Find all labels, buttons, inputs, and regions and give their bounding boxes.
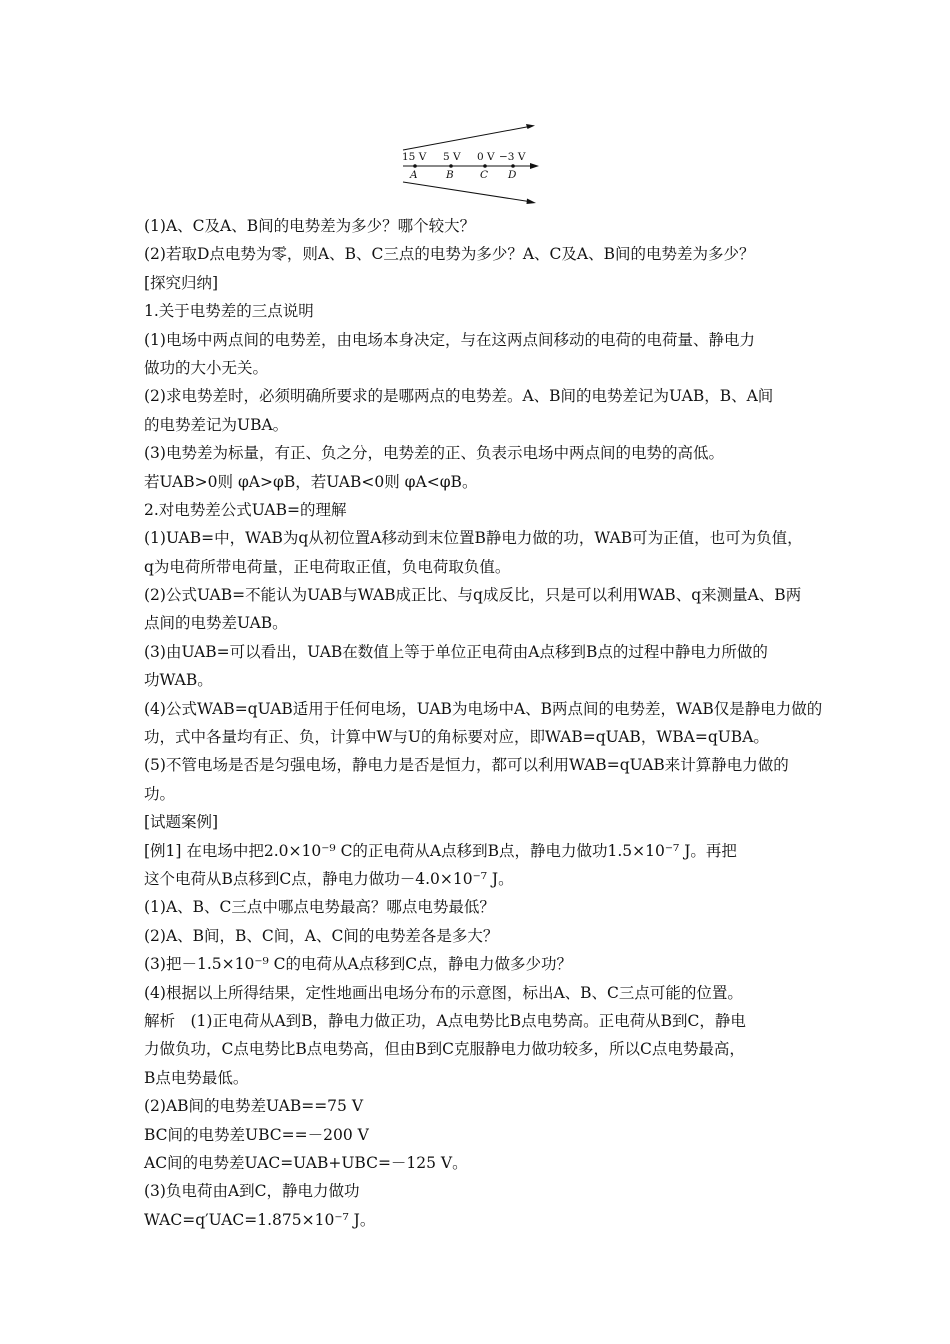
potential-d-label: −3 V — [499, 151, 526, 163]
solution-text: WAC=q′UAC=1.875×10⁻⁷ J。 — [144, 1210, 376, 1229]
text-line: 若UAB>0则 φA>φB，若UAB<0则 φA<φB。 — [144, 472, 478, 491]
point-a-dot — [413, 164, 417, 168]
potential-c-label: 0 V — [477, 151, 495, 163]
text-line: 功，式中各量均有正、负，计算中W与U的角标要对应，即WAB=qUAB，WBA=qUBA。 — [144, 728, 769, 747]
text-line: 功。 — [144, 784, 176, 803]
field-line-upper — [403, 126, 532, 150]
text-line: q为电荷所带电荷量，正电荷取正值，负电荷取负值。 — [144, 557, 511, 576]
text-line: (1)电场中两点间的电势差，由电场本身决定，与在这两点间移动的电荷的电荷量、静电力 — [144, 330, 755, 349]
arrow-head-icon — [530, 163, 539, 169]
text-line: (2)公式UAB=不能认为UAB与WAB成正比、与q成反比，只是可以利用WAB、q来测量A、B两 — [144, 586, 802, 605]
solution-text: 力做负功，C点电势比B点电势高，但由B到C克服静电力做功较多，所以C点电势最高， — [144, 1040, 745, 1059]
text-line: 的电势差记为UBA。 — [144, 415, 289, 434]
solution-text: BC间的电势差UBC==－200 V — [144, 1125, 369, 1144]
arrow-head-icon — [527, 199, 537, 205]
solution-text: (2)AB间的电势差UAB==75 V — [144, 1097, 364, 1116]
body-text — [144, 212, 823, 1234]
example-question: (1)A、B、C三点中哪点电势最高？哪点电势最低？ — [144, 898, 495, 917]
arrow-head-icon — [526, 124, 535, 129]
text-line: 做功的大小无关。 — [144, 358, 269, 377]
point-d-label: D — [508, 169, 517, 181]
text-line: (1)UAB=中，WAB为q从初位置A移动到末位置B静电力做的功，WAB可为正值，也可为负值， — [144, 529, 803, 548]
subheading: 1.关于电势差的三点说明 — [144, 302, 314, 321]
solution-text: 解析 (1)正电荷从A到B，静电力做正功，A点电势比B点电势高。正电荷从B到C，静电 — [144, 1011, 746, 1030]
point-d-dot — [511, 164, 515, 168]
point-b-dot — [449, 164, 453, 168]
solution-text: AC间的电势差UAC=UAB+UBC=－125 V。 — [144, 1153, 468, 1172]
electric-field-diagram — [395, 118, 545, 210]
subheading: 2.对电势差公式UAB=的理解 — [144, 500, 347, 519]
point-a-label: A — [410, 169, 418, 181]
text-line: (3)由UAB=可以看出，UAB在数值上等于单位正电荷由A点移到B点的过程中静电力所做的 — [144, 642, 768, 661]
text-line: 点间的电势差UAB。 — [144, 614, 288, 633]
text-line: (5)不管电场是否是匀强电场，静电力是否是恒力，都可以利用WAB=qUAB来计算静电力做的 — [144, 756, 789, 775]
section-heading: [试题案例] — [144, 813, 219, 832]
example-question: (3)把－1.5×10⁻⁹ C的电荷从A点移到C点，静电力做多少功？ — [144, 955, 573, 974]
example-question: (2)A、B间，B、C间，A、C间的电势差各是多大？ — [144, 926, 499, 945]
text-line: (3)电势差为标量，有正、负之分，电势差的正、负表示电场中两点间的电势的高低。 — [144, 444, 724, 463]
example-question: (4)根据以上所得结果，定性地画出电场分布的示意图，标出A、B、C三点可能的位置。 — [144, 983, 743, 1002]
question-1: (1)A、C及A、B间的电势差为多少？哪个较大？ — [144, 217, 476, 235]
text-line: (4)公式WAB=qUAB适用于任何电场，UAB为电场中A、B两点间的电势差，WAB仅是静电力做的 — [144, 699, 823, 718]
field-line-lower — [403, 182, 532, 202]
point-b-label: B — [446, 169, 454, 181]
potential-b-label: 5 V — [443, 151, 461, 163]
point-c-dot — [483, 164, 487, 168]
solution-text: B点电势最低。 — [144, 1068, 249, 1087]
section-heading: [探究归纳] — [144, 273, 219, 292]
solution-text: (3)负电荷由A到C，静电力做功 — [144, 1182, 360, 1201]
question-2: (2)若取D点电势为零，则A、B、C三点的电势为多少？A、C及A、B间的电势差为多少？ — [144, 245, 755, 264]
example-text: [例1] 在电场中把2.0×10⁻⁹ C的正电荷从A点移到B点，静电力做功1.5×10⁻⁷ J。再把 — [144, 841, 737, 860]
potential-a-label: 15 V — [402, 151, 427, 163]
example-text: 这个电荷从B点移到C点，静电力做功－4.0×10⁻⁷ J。 — [144, 869, 514, 888]
text-line: (2)求电势差时，必须明确所要求的是哪两点的电势差。A、B间的电势差记为UAB，B、A间 — [144, 387, 774, 406]
text-line: 功WAB。 — [144, 671, 213, 690]
point-c-label: C — [480, 169, 489, 181]
